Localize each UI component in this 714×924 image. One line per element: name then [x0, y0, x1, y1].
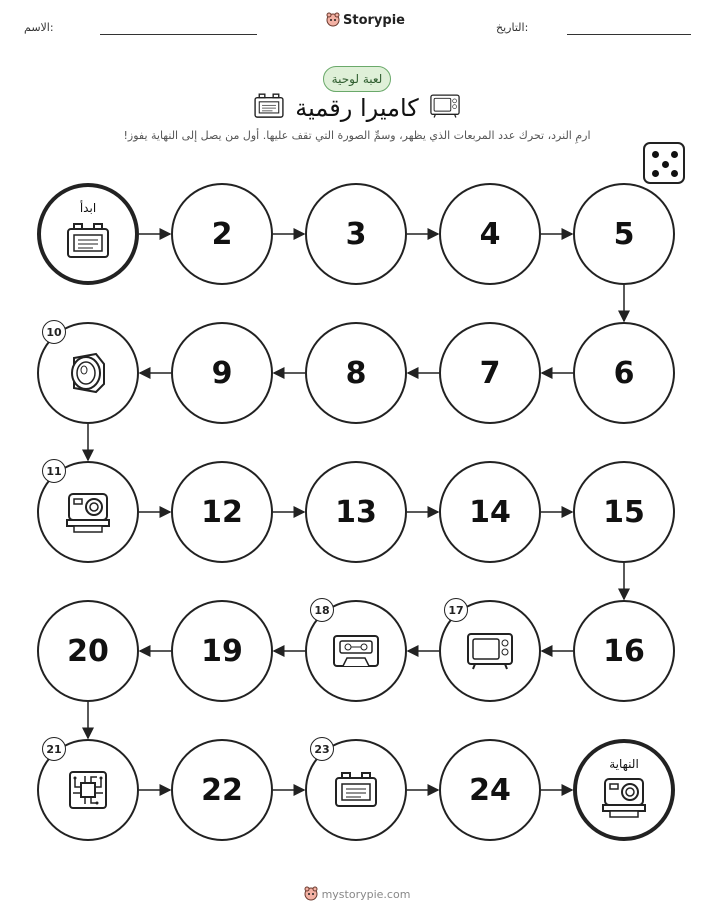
board-cell-22: [171, 739, 273, 841]
page-title: كاميرا رقمية: [295, 94, 419, 122]
board-cell-9: [171, 322, 273, 424]
board-cell-5: [573, 183, 675, 285]
brand-name: Storypie: [343, 12, 405, 28]
board-cell-13: [305, 461, 407, 563]
cell-number-badge: 21: [42, 737, 66, 761]
board-cell-8: [305, 322, 407, 424]
instant-camera-icon: [600, 775, 648, 819]
board-cell-24: [439, 739, 541, 841]
cell-number-badge: 10: [42, 320, 66, 344]
cell-number: 19: [201, 633, 243, 669]
instant-camera-icon: [64, 490, 112, 534]
cell-number: 13: [335, 494, 377, 530]
cell-number: 24: [469, 772, 511, 808]
cell-number: 8: [345, 355, 367, 391]
board-cell-7: [439, 322, 541, 424]
cell-label: النهاية: [609, 757, 639, 771]
cell-number: 20: [67, 633, 109, 669]
board-cell-15: [573, 461, 675, 563]
chip-icon: [65, 767, 111, 813]
board-cell-14: [439, 461, 541, 563]
cell-number: 3: [345, 216, 367, 252]
board-cell-3: [305, 183, 407, 285]
cell-number-badge: 11: [42, 459, 66, 483]
cell-number: 4: [479, 216, 501, 252]
board-cell-4: [439, 183, 541, 285]
cell-number-badge: 23: [310, 737, 334, 761]
board-cell-20: [37, 600, 139, 702]
cell-number: 2: [211, 216, 233, 252]
board-cell-10: [37, 322, 139, 424]
battery-icon: [333, 770, 379, 810]
date-label: التاريخ:: [496, 21, 529, 34]
board-cell-12: [171, 461, 273, 563]
lens-icon: [64, 350, 112, 396]
tv-icon: [465, 631, 515, 671]
cell-number: 22: [201, 772, 243, 808]
board-cell-6: [573, 322, 675, 424]
board-cell-23: [305, 739, 407, 841]
instructions: ارمِ النرد، تحرك عدد المربعات الذي يظهر، وسمِّ الصورة التي تقف عليها. أول من يصل إلى النهاية يفوز!: [123, 129, 591, 142]
cell-number: 5: [613, 216, 635, 252]
footer-url: mystorypie.com: [321, 887, 411, 901]
board-cell-16: [573, 600, 675, 702]
battery-icon: [65, 221, 111, 261]
board-cell-2: [171, 183, 273, 285]
game-type-badge: لعبة لوحية: [323, 66, 391, 92]
board-cell-18: [305, 600, 407, 702]
cell-number: 6: [613, 355, 635, 391]
board-cell-25: [573, 739, 675, 841]
cell-number: 15: [603, 494, 645, 530]
footer: [0, 886, 714, 902]
cell-number: 16: [603, 633, 645, 669]
cell-number: 14: [469, 494, 511, 530]
board-cell-11: [37, 461, 139, 563]
storypie-mascot-icon: [304, 886, 318, 902]
cell-number: 7: [479, 355, 501, 391]
board-cell-17: [439, 600, 541, 702]
cell-number-badge: 18: [310, 598, 334, 622]
cell-label: ابدأ: [79, 201, 97, 215]
board-cell-19: [171, 600, 273, 702]
cassette-icon: [331, 633, 381, 669]
board-cell-21: [37, 739, 139, 841]
name-label: الاسم:: [24, 21, 54, 34]
cell-number: 9: [211, 355, 233, 391]
cell-number: 12: [201, 494, 243, 530]
cell-number-badge: 17: [444, 598, 468, 622]
board-cell-1: [37, 183, 139, 285]
